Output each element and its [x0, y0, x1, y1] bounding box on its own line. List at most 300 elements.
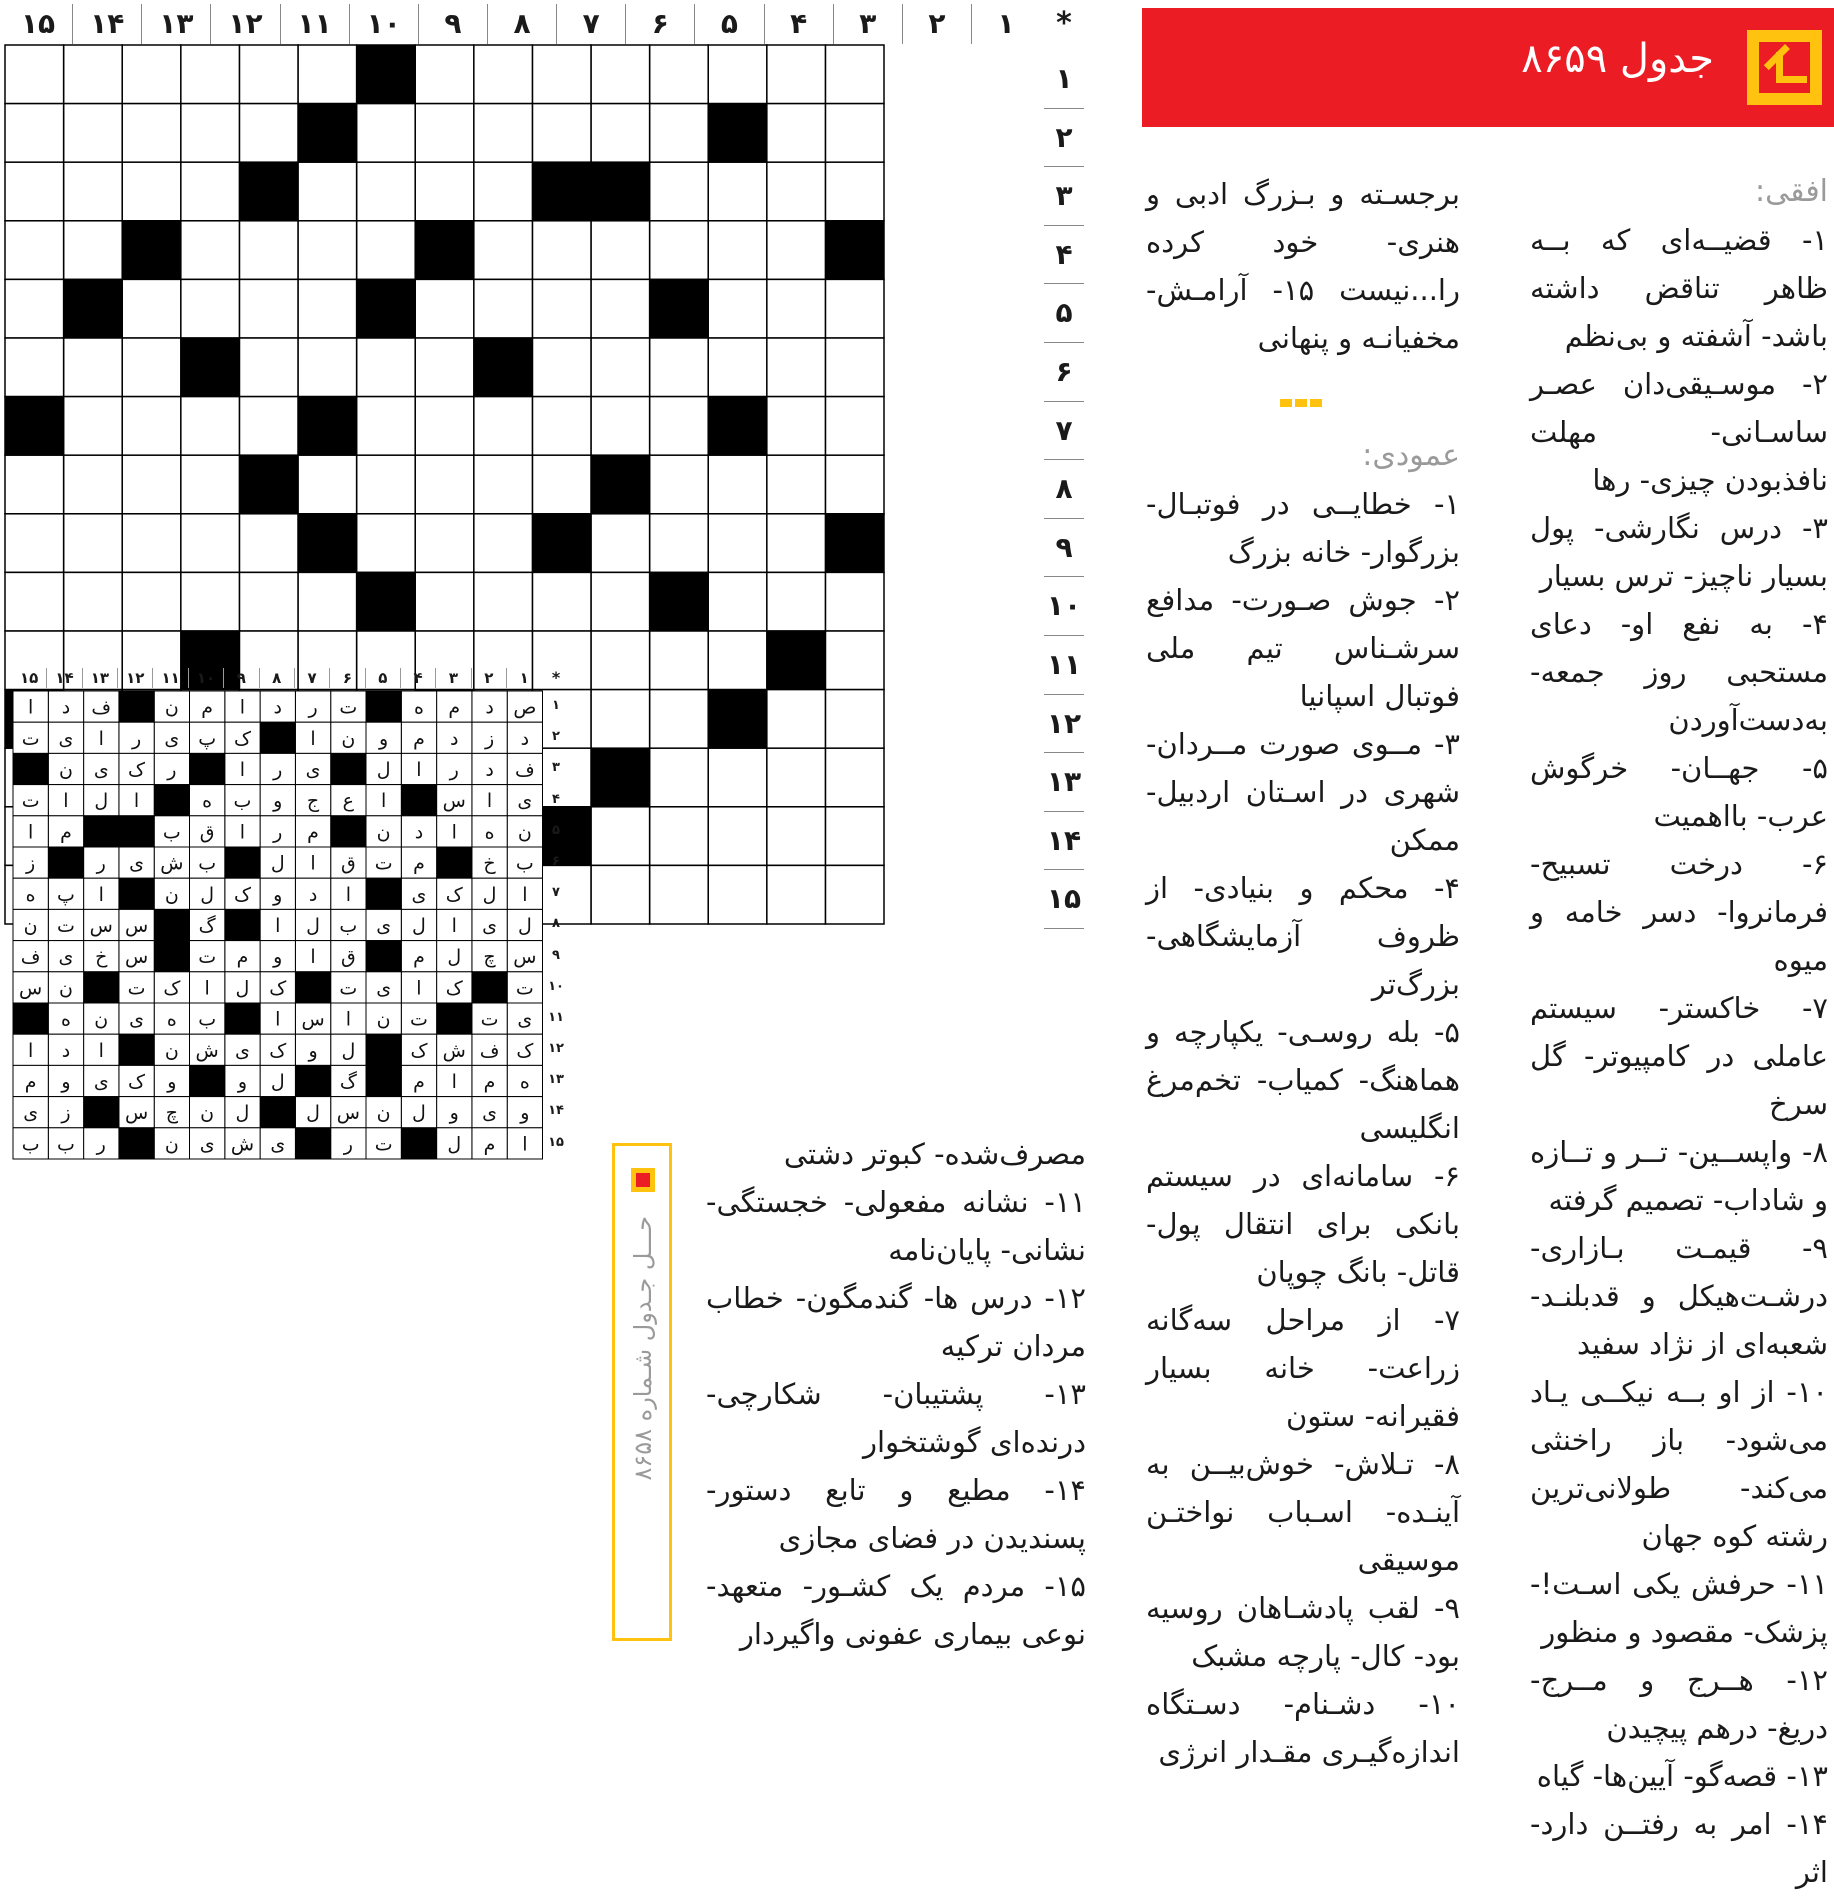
- solution-letter: ل: [517, 915, 532, 937]
- grid-cell[interactable]: [825, 572, 884, 631]
- grid-cell[interactable]: [415, 397, 474, 456]
- grid-cell[interactable]: [767, 279, 826, 338]
- grid-cell[interactable]: [650, 221, 709, 280]
- solution-column-number: ۹: [223, 668, 258, 688]
- solution-letter: م: [24, 1071, 37, 1093]
- grid-cell[interactable]: [767, 45, 826, 104]
- solution-letter: ل: [341, 1039, 356, 1062]
- grid-cell[interactable]: [474, 455, 533, 514]
- solution-letter: ت: [198, 946, 217, 969]
- grid-cell[interactable]: [474, 397, 533, 456]
- grid-cell[interactable]: [474, 45, 533, 104]
- solution-letter: د: [273, 696, 282, 719]
- solution-letter: ن: [23, 915, 38, 937]
- grid-cell[interactable]: [298, 221, 357, 280]
- grid-cell[interactable]: [708, 455, 767, 514]
- grid-cell[interactable]: [5, 279, 64, 338]
- solution-letter: ا: [275, 915, 281, 937]
- solution-letter: ل: [447, 946, 462, 969]
- grid-cell[interactable]: [532, 397, 591, 456]
- grid-cell[interactable]: [64, 221, 123, 280]
- solution-letter: م: [236, 946, 249, 969]
- solution-letter: ش: [442, 1039, 466, 1062]
- grid-cell[interactable]: [474, 572, 533, 631]
- grid-cell[interactable]: [591, 45, 650, 104]
- grid-cell[interactable]: [474, 221, 533, 280]
- puzzle-header: [1142, 8, 1834, 127]
- grid-cell[interactable]: [64, 338, 123, 397]
- solution-letter: و: [308, 1039, 318, 1062]
- solution-letter: ا: [239, 821, 246, 844]
- grid-cell[interactable]: [825, 162, 884, 221]
- grid-cell[interactable]: [825, 865, 884, 924]
- solution-letter: ت: [57, 915, 75, 937]
- grid-cell[interactable]: [357, 397, 416, 456]
- solution-letter: ه: [413, 696, 424, 719]
- solution-letter: ک: [128, 759, 146, 781]
- solution-letter: ی: [164, 727, 180, 750]
- grid-cell[interactable]: [5, 572, 64, 631]
- grid-cell[interactable]: [298, 45, 357, 104]
- grid-cell[interactable]: [650, 748, 709, 807]
- grid-cell[interactable]: [64, 104, 123, 163]
- grid-cell[interactable]: [181, 572, 240, 631]
- grid-cell[interactable]: [122, 104, 181, 163]
- grid-cell[interactable]: [64, 455, 123, 514]
- solution-letter: ر: [96, 852, 106, 875]
- grid-cell[interactable]: [415, 162, 474, 221]
- grid-cell[interactable]: [532, 45, 591, 104]
- solution-black-cell: [437, 1003, 472, 1034]
- column-number: ۶: [625, 4, 694, 44]
- grid-cell[interactable]: [650, 865, 709, 924]
- grid-cell[interactable]: [708, 572, 767, 631]
- solution-black-cell: [401, 785, 436, 816]
- grid-cell[interactable]: [122, 572, 181, 631]
- grid-cell[interactable]: [591, 104, 650, 163]
- solution-letter: ل: [94, 790, 109, 813]
- grid-cell[interactable]: [239, 279, 298, 338]
- row-number: ۱: [1044, 50, 1084, 109]
- solution-row-number: ۱۴: [548, 1103, 564, 1119]
- grid-cell[interactable]: [64, 45, 123, 104]
- grid-cell[interactable]: [532, 338, 591, 397]
- clue: ۴- محکم و بنیادی- از ظروف آزمایشگاهی- بزرگ‌تر: [1146, 871, 1460, 1001]
- solution-grid: [12, 690, 544, 1164]
- solution-letter: ل: [306, 915, 320, 937]
- solution-letter: د: [61, 696, 71, 719]
- grid-cell[interactable]: [767, 690, 826, 749]
- solution-black-cell: [119, 1034, 154, 1065]
- grid-cell[interactable]: [122, 279, 181, 338]
- black-cell: [298, 514, 357, 573]
- grid-cell[interactable]: [650, 514, 709, 573]
- solution-letter: ا: [522, 1133, 528, 1156]
- solution-letter: ز: [26, 852, 36, 875]
- black-cell: [825, 514, 884, 573]
- grid-cell[interactable]: [415, 572, 474, 631]
- solution-letter: و: [237, 1071, 248, 1093]
- grid-cell[interactable]: [181, 104, 240, 163]
- solution-letter: ت: [21, 790, 40, 813]
- clue: ۸- واپســین- تــر و تــازه و شاداب- تصمیم گرفته: [1530, 1135, 1828, 1217]
- column-number: ۹: [418, 4, 487, 44]
- solution-letter: ل: [482, 883, 497, 906]
- solution-letter: ا: [275, 1008, 281, 1031]
- solution-black-cell: [260, 722, 295, 753]
- row-number: ۸: [1044, 460, 1084, 519]
- solution-row-number: ۴: [552, 791, 560, 807]
- grid-cell[interactable]: [591, 279, 650, 338]
- grid-cell[interactable]: [767, 807, 826, 866]
- solution-letter: ب: [21, 1133, 40, 1156]
- grid-cell[interactable]: [357, 514, 416, 573]
- solution-row-number: ۱۱: [548, 1009, 564, 1025]
- clue: ۱۰- دشـنام- دسـتگاه اندازه‌گیـری مقـدار انرژی: [1146, 1687, 1460, 1769]
- grid-cell[interactable]: [298, 279, 357, 338]
- grid-cell[interactable]: [415, 514, 474, 573]
- solution-letter: ک: [445, 883, 463, 906]
- black-cell: [708, 690, 767, 749]
- grid-cell[interactable]: [591, 572, 650, 631]
- solution-letter: ل: [270, 852, 285, 875]
- grid-cell[interactable]: [5, 162, 64, 221]
- grid-cell[interactable]: [650, 807, 709, 866]
- solution-letter: ا: [451, 821, 457, 844]
- solution-letter: ش: [195, 1039, 219, 1062]
- solution-letter: ا: [451, 915, 457, 937]
- solution-black-cell: [84, 1097, 119, 1128]
- grid-cell[interactable]: [825, 807, 884, 866]
- grid-cell[interactable]: [650, 162, 709, 221]
- grid-cell[interactable]: [708, 514, 767, 573]
- grid-cell[interactable]: [298, 455, 357, 514]
- grid-cell[interactable]: [415, 338, 474, 397]
- solution-letter: س: [124, 915, 149, 937]
- grid-cell[interactable]: [474, 279, 533, 338]
- grid-cell[interactable]: [239, 221, 298, 280]
- solution-black-cell: [154, 785, 189, 816]
- solution-letter: ا: [345, 883, 351, 906]
- grid-cell[interactable]: [122, 397, 181, 456]
- solution-letter: ی: [129, 852, 144, 875]
- clue: ۹- لقب پادشـاهان روسیه بود- کال- پارچه مشبک: [1146, 1591, 1460, 1673]
- solution-letter: ل: [447, 1133, 462, 1156]
- grid-cell[interactable]: [650, 631, 709, 690]
- solution-letter: ر: [96, 1133, 106, 1156]
- grid-cell[interactable]: [825, 397, 884, 456]
- solution-black-cell: [401, 1128, 436, 1159]
- solution-letter: ر: [273, 759, 283, 781]
- grid-cell[interactable]: [357, 455, 416, 514]
- grid-cell[interactable]: [650, 397, 709, 456]
- solution-row-number: ۶: [552, 853, 560, 869]
- solution-letter: ا: [310, 852, 316, 875]
- grid-cell[interactable]: [591, 690, 650, 749]
- column-number: ۱۰: [349, 4, 418, 44]
- solution-letter: ق: [340, 946, 356, 969]
- solution-letter: ا: [345, 1008, 351, 1031]
- solution-letter: ن: [94, 1008, 109, 1031]
- solution-letter: ی: [305, 759, 321, 781]
- solution-letter: ش: [160, 852, 184, 875]
- grid-cell[interactable]: [591, 338, 650, 397]
- grid-cell[interactable]: [181, 45, 240, 104]
- grid-cell[interactable]: [591, 221, 650, 280]
- grid-cell[interactable]: [181, 514, 240, 573]
- clue: ۱۲- درس ها- گندمگون- خطاب مردان ترکیه: [706, 1281, 1086, 1363]
- corner-arrow-icon: [1747, 30, 1822, 105]
- solution-letter: ف: [91, 696, 112, 719]
- row-number: ۱۰: [1044, 577, 1084, 636]
- solution-letter: چ: [483, 946, 496, 969]
- grid-cell[interactable]: [181, 221, 240, 280]
- grid-cell[interactable]: [708, 807, 767, 866]
- solution-row-number: ۵: [552, 822, 560, 838]
- grid-cell[interactable]: [239, 514, 298, 573]
- row-number: ۷: [1044, 402, 1084, 461]
- solution-letter: ن: [341, 727, 356, 750]
- grid-cell[interactable]: [708, 865, 767, 924]
- solution-black-cell: [48, 847, 83, 878]
- row-number: ۴: [1044, 226, 1084, 285]
- solution-letter: ل: [306, 1102, 320, 1125]
- black-cell: [5, 397, 64, 456]
- clue: ۱۵- مردم یک کشـور- متعهد- نوعی بیماری عفونی واگیردار: [706, 1569, 1086, 1651]
- grid-cell[interactable]: [5, 455, 64, 514]
- vertical-heading: عمودی:: [1362, 438, 1460, 473]
- grid-cell[interactable]: [357, 104, 416, 163]
- solution-letter: م: [483, 1071, 496, 1093]
- solution-letter: ک: [269, 1039, 287, 1062]
- solution-letter: ر: [131, 727, 142, 750]
- solution-letter: ی: [517, 1008, 533, 1031]
- solution-letter: ن: [376, 1102, 391, 1125]
- solution-letter: ا: [416, 759, 422, 781]
- black-cell: [64, 279, 123, 338]
- solution-black-cell: [119, 691, 154, 722]
- grid-cell[interactable]: [767, 104, 826, 163]
- clue: ۴- به نفع او- دعای مستحبی روز جمعه- به‌دست‌آوردن: [1530, 607, 1828, 737]
- column-number: ۱۴: [72, 4, 141, 44]
- solution-letter: ت: [410, 1008, 428, 1031]
- solution-letter: ی: [199, 1133, 215, 1156]
- solution-row-number: ۳: [552, 760, 560, 776]
- clue: ۱۴- امر به رفتــن دارد- اثر: [1530, 1807, 1828, 1889]
- grid-cell[interactable]: [591, 865, 650, 924]
- clue: ۷- از مراحل سه‌گانه زراعت- خانه بسیار فقیرانه- ستون: [1146, 1303, 1460, 1433]
- solution-letter: ص: [513, 696, 537, 719]
- grid-cell[interactable]: [64, 397, 123, 456]
- grid-cell[interactable]: [650, 338, 709, 397]
- grid-cell[interactable]: [708, 221, 767, 280]
- row-number: ۱۴: [1044, 812, 1084, 871]
- solution-corner-star: *: [551, 668, 561, 687]
- solution-letter: ک: [233, 883, 251, 906]
- grid-cell[interactable]: [767, 397, 826, 456]
- solution-letter: ا: [98, 1039, 104, 1062]
- solution-letter: ب: [162, 821, 181, 844]
- solution-letter: ا: [381, 790, 387, 813]
- solution-letter: ت: [21, 727, 40, 750]
- grid-cell[interactable]: [298, 572, 357, 631]
- grid-cell[interactable]: [591, 631, 650, 690]
- grid-cell[interactable]: [708, 338, 767, 397]
- solution-black-cell: [366, 1065, 401, 1096]
- grid-cell[interactable]: [64, 162, 123, 221]
- grid-cell[interactable]: [767, 338, 826, 397]
- grid-cell[interactable]: [357, 221, 416, 280]
- column-number: ۱۵: [20, 7, 56, 40]
- grid-cell[interactable]: [650, 690, 709, 749]
- solution-letter: ب: [198, 1008, 217, 1031]
- grid-cell[interactable]: [181, 279, 240, 338]
- solution-letter: ی: [482, 1102, 497, 1125]
- clue: ۱- قضیــه‌ای که بــه ظاهر تناقض داشته باشد- آشفته و بی‌نظم: [1530, 223, 1828, 353]
- solution-letter: ی: [482, 915, 497, 937]
- grid-cell[interactable]: [239, 572, 298, 631]
- solution-letter: ت: [339, 696, 358, 719]
- grid-cell[interactable]: [474, 514, 533, 573]
- solution-letter: ا: [28, 1039, 34, 1062]
- grid-cell[interactable]: [825, 690, 884, 749]
- row-number: ۱۳: [1044, 753, 1084, 812]
- grid-cell[interactable]: [5, 338, 64, 397]
- grid-cell[interactable]: [767, 572, 826, 631]
- grid-cell[interactable]: [64, 514, 123, 573]
- clue: مصرف‌شده- کبوتر دشتی: [783, 1137, 1086, 1171]
- grid-cell[interactable]: [474, 104, 533, 163]
- solution-letter: س: [301, 1008, 325, 1031]
- grid-cell[interactable]: [298, 338, 357, 397]
- grid-cell[interactable]: [708, 162, 767, 221]
- grid-cell[interactable]: [474, 162, 533, 221]
- grid-corner-star: *: [1056, 6, 1072, 41]
- grid-cell[interactable]: [825, 455, 884, 514]
- grid-cell[interactable]: [591, 514, 650, 573]
- grid-cell[interactable]: [181, 397, 240, 456]
- clue: ۳- درس نگارشی- پول بسیار ناچیز- ترس بسیار: [1530, 511, 1828, 593]
- grid-cell[interactable]: [708, 748, 767, 807]
- grid-cell[interactable]: [415, 104, 474, 163]
- grid-cell[interactable]: [767, 455, 826, 514]
- solution-letter: ل: [235, 977, 250, 1000]
- grid-cell[interactable]: [122, 338, 181, 397]
- grid-cell[interactable]: [5, 221, 64, 280]
- grid-cell[interactable]: [532, 104, 591, 163]
- grid-cell[interactable]: [298, 162, 357, 221]
- grid-cell[interactable]: [708, 631, 767, 690]
- grid-cell[interactable]: [591, 397, 650, 456]
- grid-cell[interactable]: [122, 455, 181, 514]
- grid-cell[interactable]: [825, 748, 884, 807]
- solution-letter: ب: [57, 1133, 75, 1156]
- grid-cell[interactable]: [825, 631, 884, 690]
- clue: ۷- خاکستر- سیستم عاملی در کامپیوتر- گل سرخ: [1530, 991, 1828, 1121]
- clue: ۳- مــوی صورت مــردان- شهری در اسـتان اردبیل- ممکن: [1146, 727, 1460, 857]
- separator-dots: [1280, 392, 1326, 402]
- solution-letter: س: [124, 1102, 149, 1125]
- grid-cell[interactable]: [5, 45, 64, 104]
- solution-letter: ب: [515, 852, 534, 875]
- grid-cell[interactable]: [5, 104, 64, 163]
- grid-cell[interactable]: [64, 572, 123, 631]
- solution-letter: د: [450, 727, 459, 750]
- grid-cell[interactable]: [767, 162, 826, 221]
- grid-cell[interactable]: [825, 104, 884, 163]
- solution-letter: ع: [342, 790, 355, 813]
- grid-cell[interactable]: [122, 162, 181, 221]
- solution-black-cell: [295, 1128, 330, 1159]
- grid-cell[interactable]: [767, 221, 826, 280]
- main-grid-row-numbers: [1044, 50, 1084, 929]
- solution-letter: ر: [449, 759, 459, 781]
- grid-cell[interactable]: [181, 455, 240, 514]
- grid-cell[interactable]: [122, 45, 181, 104]
- grid-cell[interactable]: [825, 45, 884, 104]
- solution-letter: ن: [58, 977, 73, 1000]
- grid-cell[interactable]: [591, 807, 650, 866]
- grid-cell[interactable]: [415, 279, 474, 338]
- grid-cell[interactable]: [239, 104, 298, 163]
- grid-cell[interactable]: [357, 162, 416, 221]
- grid-cell[interactable]: [532, 455, 591, 514]
- grid-cell[interactable]: [239, 45, 298, 104]
- solution-black-cell: [119, 878, 154, 909]
- grid-cell[interactable]: [825, 279, 884, 338]
- black-cell: [767, 631, 826, 690]
- solution-row-number: ۱: [552, 698, 560, 713]
- grid-cell[interactable]: [767, 514, 826, 573]
- grid-cell[interactable]: [5, 514, 64, 573]
- grid-cell[interactable]: [650, 45, 709, 104]
- solution-letter: و: [273, 790, 283, 813]
- grid-cell[interactable]: [415, 45, 474, 104]
- grid-cell[interactable]: [708, 279, 767, 338]
- solution-black-cell: [119, 816, 154, 847]
- grid-cell[interactable]: [650, 455, 709, 514]
- grid-cell[interactable]: [650, 104, 709, 163]
- grid-cell[interactable]: [825, 338, 884, 397]
- grid-cell[interactable]: [357, 338, 416, 397]
- grid-cell[interactable]: [415, 455, 474, 514]
- row-number: ۵: [1044, 284, 1084, 343]
- column-number: ۵: [694, 4, 763, 44]
- clue: ۶- سامانه‌ای در سیستم بانکی برای انتقال پول- قاتل- بانگ چوپان: [1146, 1159, 1460, 1289]
- grid-cell[interactable]: [122, 514, 181, 573]
- grid-cell[interactable]: [708, 45, 767, 104]
- solution-black-cell: [225, 1003, 260, 1034]
- grid-cell[interactable]: [532, 221, 591, 280]
- grid-cell[interactable]: [239, 397, 298, 456]
- solution-letter: ل: [376, 759, 391, 781]
- grid-cell[interactable]: [767, 748, 826, 807]
- solution-letter: ق: [340, 852, 356, 875]
- grid-cell[interactable]: [532, 279, 591, 338]
- solution-letter: ت: [515, 977, 534, 1000]
- solution-row-number: ۱۵: [548, 1134, 564, 1150]
- grid-cell[interactable]: [181, 162, 240, 221]
- solution-letter: ا: [98, 727, 104, 750]
- solution-column-number: ۱۴: [46, 668, 81, 688]
- clue: ۱۴- مطیع و تابع دستور- پسندیدن در فضای مجازی: [706, 1473, 1086, 1555]
- grid-cell[interactable]: [239, 338, 298, 397]
- grid-cell[interactable]: [532, 572, 591, 631]
- solution-column-number: ۶: [329, 668, 364, 688]
- solution-letter: م: [483, 1133, 496, 1156]
- black-cell: [415, 221, 474, 280]
- grid-cell[interactable]: [767, 865, 826, 924]
